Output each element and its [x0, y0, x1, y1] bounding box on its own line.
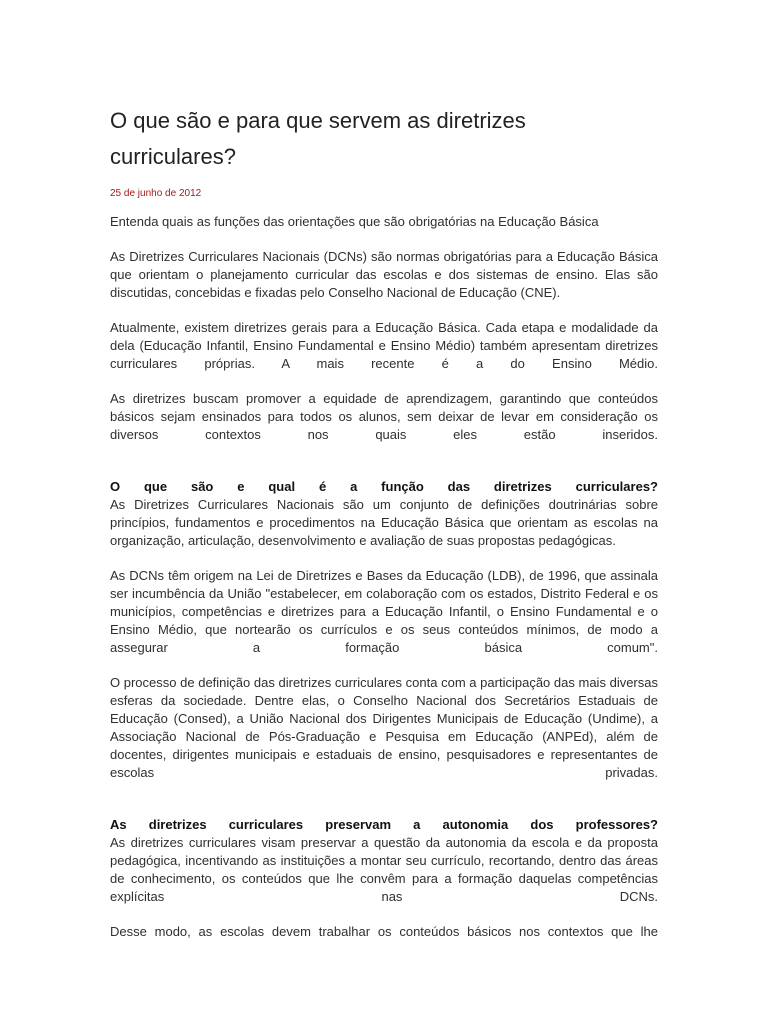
paragraph-function-2: As DCNs têm origem na Lei de Diretrizes e Bases da Educação (LDB), de 1996, que assinala ser incumbência da União "estabelecer, em colaboração com os estados, Distrito Federal e os municípios, competências e diretrizes para a Educação Infantil, o Ensino Fundamental e o Ensino Médio, que nortearão os currículos e os seus conteúdos mínimos, de modo a assegurar a formação básica comum".: [110, 568, 658, 655]
article-lead: Entenda quais as funções das orientações que são obrigatórias na Educação Básica: [110, 214, 599, 229]
paragraph-intro-3: As diretrizes buscam promover a equidade de aprendizagem, garantindo que conteúdos básicos sejam ensinados para todos os alunos, sem deixar de levar em consideração os diversos contextos nos quais eles estão inseridos.: [110, 391, 658, 442]
paragraph-autonomy-2: Desse modo, as escolas devem trabalhar os conteúdos básicos nos contextos que lhe: [110, 924, 658, 939]
paragraph-function-3: O processo de definição das diretrizes curriculares conta com a participação das mais diversas esferas da sociedade. Dentre elas, o Conselho Nacional dos Secretários Estaduais de Educação (Consed), a União Nacional dos Dirigentes Municipais de Educação (Undime), a Associação Nacional de Pós-Graduação e Pesquisa em Educação (ANPEd), além de docentes, dirigentes municipais e estaduais de ensino, pesquisadores e representantes de escolas privadas.: [110, 675, 658, 780]
section-autonomy: [110, 816, 658, 941]
article-title: O que são e para que servem as diretrizes curriculares?: [110, 108, 526, 169]
paragraph-autonomy-1: As diretrizes curriculares visam preservar a questão da autonomia da escola e da proposta pedagógica, incentivando as instituições a montar seu currículo, recortando, dentro das áreas de conhecimento, os conteúdos que lhe convêm para a formação daquelas competências explícitas nas DCNs.: [110, 835, 658, 904]
paragraph-intro-1: As Diretrizes Curriculares Nacionais (DCNs) são normas obrigatórias para a Educação Básica que orientam o planejamento curricular das escolas e dos sistemas de ensino. Elas são discutidas, concebidas e fixadas pelo Conselho Nacional de Educação (CNE).: [110, 249, 658, 300]
paragraph-function-1: As Diretrizes Curriculares Nacionais são um conjunto de definições doutrinárias sobre princípios, fundamentos e procedimentos na Educação Básica que orientam as escolas na organização, articulação, desenvolvimento e avaliação de suas propostas pedagógicas.: [110, 497, 658, 548]
section-function: [110, 478, 658, 782]
section-heading-autonomy: As diretrizes curriculares preservam a autonomia dos professores?: [110, 817, 658, 832]
article: [110, 103, 658, 958]
paragraph-intro-2: Atualmente, existem diretrizes gerais para a Educação Básica. Cada etapa e modalidade da dela (Educação Infantil, Ensino Fundamental e Ensino Médio) também apresentam diretrizes curriculares próprias. A mais recente é a do Ensino Médio.: [110, 320, 658, 371]
section-heading-function: O que são e qual é a função das diretrizes curriculares?: [110, 479, 658, 494]
article-date: 25 de junho de 2012: [110, 188, 202, 199]
